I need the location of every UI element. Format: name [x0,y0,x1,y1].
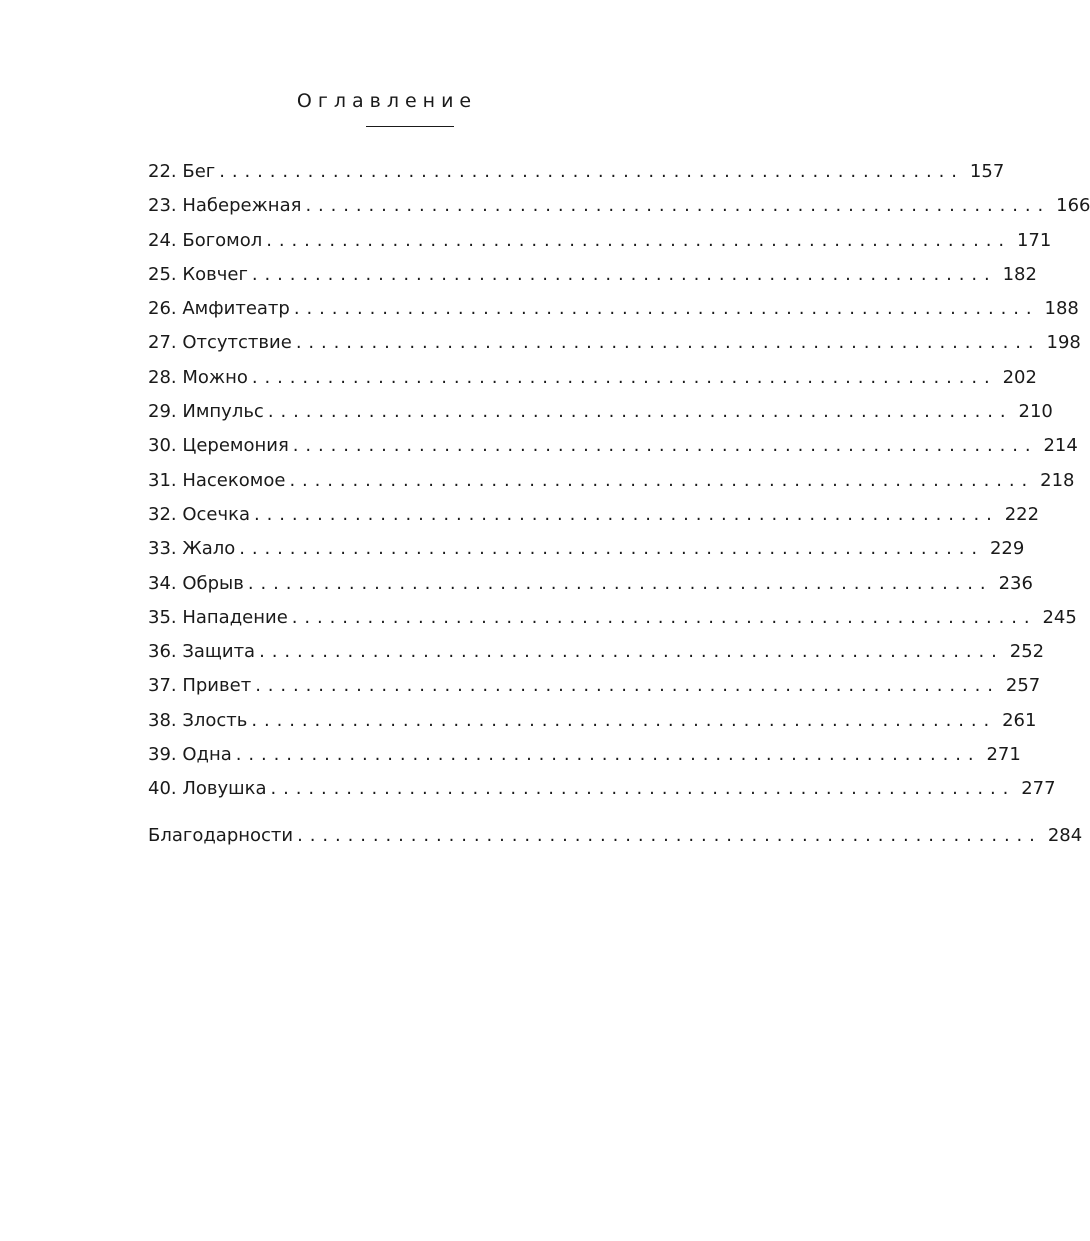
toc-page-number: 198 [1046,332,1081,354]
toc-entry-label: 27. Отсутствие [148,332,292,354]
toc-entry-label: 25. Ковчег [148,263,248,285]
toc-page-number: 166 [1056,195,1090,217]
toc-page-number: 171 [1016,229,1052,251]
toc-entry[interactable] [148,738,1021,772]
dot-leader: ........................................................... [251,366,997,388]
toc-entry[interactable] [148,498,1040,532]
toc-entry[interactable] [148,669,1041,703]
toc-entry-label: 28. Можно [148,366,248,388]
toc-page-number: 157 [969,161,1005,182]
dot-leader: ........................................................... [251,263,997,285]
toc-entry-label: 31. Насекомое [148,469,286,491]
toc-entry[interactable] [148,189,1090,223]
toc-entry[interactable] [148,292,1079,326]
toc-entry-label: 24. Богомол [148,229,263,251]
toc-page-number: 245 [1042,606,1077,628]
toc-entry[interactable] [148,361,1037,395]
toc-page-number: 277 [1021,778,1056,800]
toc-entry-label: Благодарности [148,824,294,846]
section-gap [148,807,674,819]
toc-entry-label: 36. Защита [148,641,256,663]
toc-entry[interactable] [148,464,1075,498]
toc-entry-label: 40. Ловушка [148,778,267,800]
toc-entry[interactable] [148,772,1056,806]
toc-entry[interactable] [148,635,1045,669]
toc-page-number: 222 [1004,503,1040,525]
dot-leader: ........................................................... [305,195,1051,217]
toc-entry-label: 34. Обрыв [148,572,244,594]
toc-entry-label: 22. Бег [148,161,216,182]
toc-entry-label: 35. Нападение [148,606,288,628]
dot-leader: ........................................................... [297,824,1042,846]
toc-entry[interactable] [148,704,1037,738]
toc-entry[interactable] [148,258,1037,292]
page-title: Оглавление [296,90,478,112]
dot-leader: ........................................................... [292,435,1038,457]
toc-page-number: 214 [1043,435,1078,457]
toc-page-number: 182 [1002,263,1037,285]
dot-leader: ........................................................... [295,332,1041,354]
toc-page-number: 218 [1040,469,1075,491]
dot-leader: ........................................................... [291,606,1037,628]
toc-entry[interactable] [148,567,1033,601]
toc-entry[interactable] [148,155,1005,189]
toc-entry-label: 23. Набережная [148,195,302,217]
toc-entry-label: 37. Привет [148,675,252,697]
dot-leader: ........................................................... [266,229,1011,251]
toc-entry[interactable] [148,601,1077,635]
toc-entry-label: 32. Осечка [148,503,251,525]
toc-page-number: 229 [989,538,1025,560]
toc-page-number: 261 [1002,709,1037,731]
toc-entry[interactable] [148,532,1025,566]
toc-entry[interactable] [148,224,1052,258]
toc-page-number: 252 [1009,641,1045,663]
dot-leader: ........................................................... [270,778,1016,800]
toc-page-number: 202 [1002,366,1037,388]
dot-leader: ........................................................... [289,469,1035,491]
toc-entry-label: 39. Одна [148,744,232,766]
dot-leader: ........................................................... [254,503,999,525]
toc-entry-label: 30. Церемония [148,435,289,457]
toc-page-number: 257 [1005,675,1041,697]
dot-leader: ........................................................... [235,744,981,766]
dot-leader: ........................................................... [255,675,1000,697]
dot-leader: ........................................................... [247,572,993,594]
dot-leader: ........................................................... [267,401,1013,423]
dot-leader: ........................................................... [239,538,984,560]
toc-entry[interactable] [148,429,1078,463]
toc-entry-label: 26. Амфитеатр [148,298,290,320]
title-underline [366,126,454,127]
toc-entry[interactable] [148,395,1053,429]
toc-entry[interactable] [148,326,1081,360]
toc-page-number: 236 [998,572,1033,594]
toc-page-number: 188 [1044,298,1079,320]
dot-leader: ........................................................... [251,709,997,731]
dot-leader: ........................................................... [259,641,1004,663]
toc-entry-label: 29. Импульс [148,401,264,423]
toc-page-number: 284 [1047,824,1083,846]
toc-entry-acknowledgements[interactable] [148,819,1083,853]
toc-entry-label: 33. Жало [148,538,236,560]
toc-entry-label: 38. Злость [148,709,248,731]
toc-page-number: 271 [986,744,1021,766]
dot-leader: ........................................................... [293,298,1039,320]
toc-page-number: 210 [1018,401,1053,423]
dot-leader: ........................................................... [219,161,964,182]
table-of-contents [148,155,1090,853]
